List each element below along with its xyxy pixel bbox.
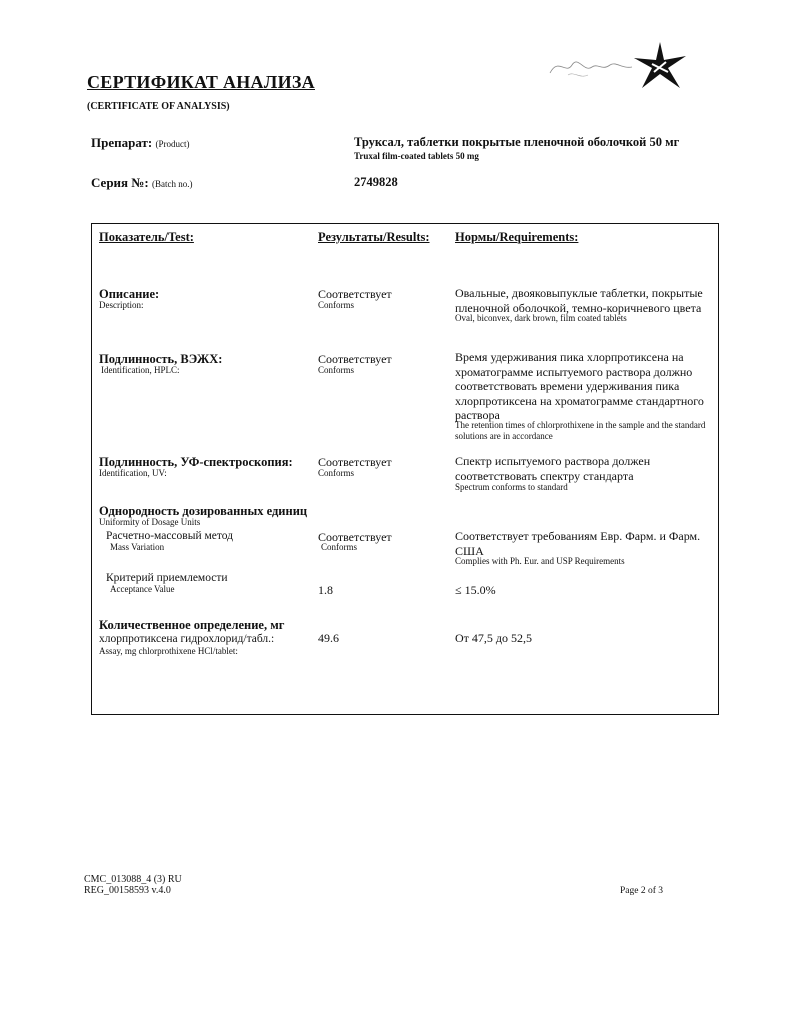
batch-label-en: (Batch no.) — [151, 179, 193, 189]
assay-name-ru-line1: Количественное определение, мг — [99, 618, 285, 632]
product-label-ru: Препарат: — [91, 135, 153, 150]
row-hplc-name-ru: Подлинность, ВЭЖХ: — [99, 352, 223, 366]
uniformity-name-en: Uniformity of Dosage Units — [99, 517, 201, 527]
row-hplc-result-en: Conforms — [318, 365, 354, 375]
signature-scribble — [540, 45, 640, 85]
row-uv-name-ru: Подлинность, УФ-спектроскопия: — [99, 455, 293, 469]
row-description-name-ru: Описание: — [99, 287, 160, 301]
row-uv-name-en: Identification, UV: — [99, 468, 167, 478]
row-uv-req-ru: Спектр испытуемого раствора должен соответствовать спектру стандарта — [455, 454, 651, 483]
assay-name-en: Assay, mg chlorprothixene HCl/tablet: — [99, 646, 238, 656]
row-description-req-en: Oval, biconvex, dark brown, film coated tablets — [455, 313, 627, 323]
star-stamp-icon — [630, 38, 690, 93]
mass-variation-name-ru: Расчетно-массовый метод — [106, 530, 233, 542]
acceptance-value-result: 1.8 — [318, 583, 333, 597]
mass-variation-req-ru: Соответствует требованиям Евр. Фарм. и Фарм. США — [455, 529, 701, 558]
row-hplc-req-ru: Время удерживания пика хлорпротиксена на хроматограмме испытуемого раствора должно соответствовать времени удерживания пика хлорпротиксена на хроматограмме стандартного раствора — [455, 350, 704, 422]
row-uv-result-ru: Соответствует — [318, 455, 392, 469]
document-subtitle: (CERTIFICATE OF ANALYSIS) — [87, 101, 230, 112]
assay-result: 49.6 — [318, 631, 339, 645]
row-hplc-result-ru: Соответствует — [318, 352, 392, 366]
product-value-en: Truxal film-coated tablets 50 mg — [354, 151, 479, 161]
row-uv-result-en: Conforms — [318, 468, 354, 478]
row-description-req-ru: Овальные, двояковыпуклые таблетки, покрытые пленочной оболочкой, темно-коричневого цвета — [455, 286, 703, 315]
header-test: Показатель/Test: — [99, 230, 194, 244]
row-hplc-name-en: Identification, HPLC: — [101, 365, 180, 375]
acceptance-value-name-en: Acceptance Value — [110, 584, 175, 594]
acceptance-value-name-ru: Критерий приемлемости — [106, 572, 228, 584]
mass-variation-result-en: Conforms — [321, 542, 357, 552]
product-label-en: (Product) — [155, 139, 190, 149]
batch-value: 2749828 — [354, 175, 398, 189]
assay-req: От 47,5 до 52,5 — [455, 631, 533, 645]
mass-variation-result-ru: Соответствует — [318, 530, 392, 544]
mass-variation-name-en: Mass Variation — [110, 542, 165, 552]
batch-label-ru: Серия №: — [91, 175, 149, 190]
footer-reg-code: REG_00158593 v.4.0 — [84, 885, 171, 896]
product-value-ru: Труксал, таблетки покрытые пленочной оболочкой 50 мг — [354, 135, 680, 149]
acceptance-value-req: ≤ 15.0% — [455, 583, 496, 597]
header-results: Результаты/Results: — [318, 230, 430, 244]
page-number: Page 2 of 3 — [620, 886, 664, 896]
assay-name-ru-line2: хлорпротиксена гидрохлорид/табл.: — [99, 633, 275, 645]
row-description-name-en: Description: — [99, 300, 144, 310]
document-title: СЕРТИФИКАТ АНАЛИЗА — [87, 72, 315, 92]
header-requirements: Нормы/Requirements: — [455, 230, 579, 244]
row-uv-req-en: Spectrum conforms to standard — [455, 482, 568, 492]
footer-doc-code: CMC_013088_4 (3) RU — [84, 874, 182, 885]
mass-variation-req-en: Complies with Ph. Eur. and USP Requirements — [455, 556, 625, 566]
uniformity-name-ru: Однородность дозированных единиц — [99, 504, 308, 518]
row-description-result-en: Conforms — [318, 300, 354, 310]
row-description-result-ru: Соответствует — [318, 287, 392, 301]
product-label — [91, 135, 189, 151]
batch-label — [91, 175, 192, 191]
row-hplc-req-en: The retention times of chlorprothixene in the sample and the standard solutions are in accordance — [455, 420, 706, 441]
